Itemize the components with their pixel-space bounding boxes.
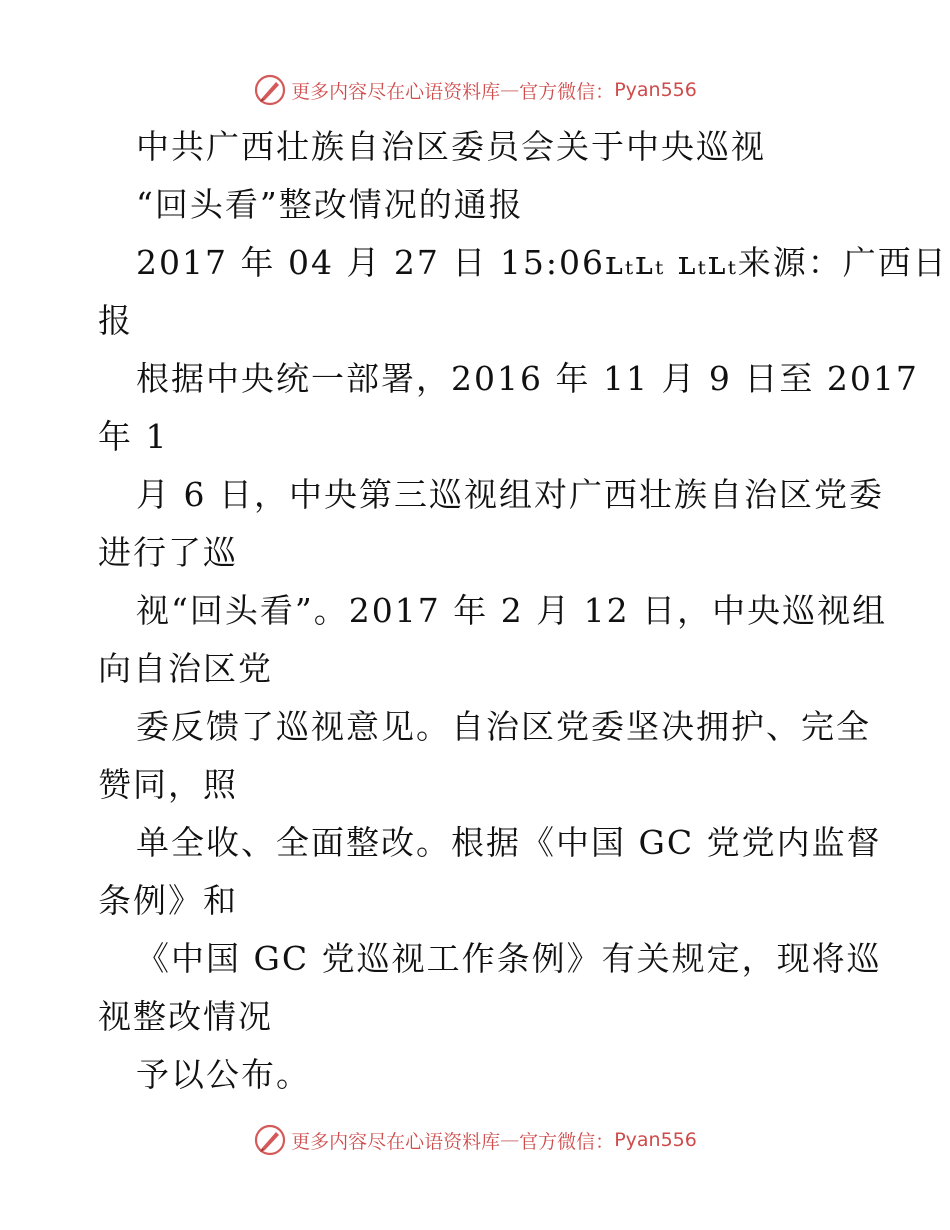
doc-line: 《中国 GC 党巡视工作条例》有关规定，现将巡	[136, 939, 882, 978]
doc-line: 单全收、全面整改。根据《中国 GC 党党内监督	[136, 823, 882, 862]
doc-line: 进行了巡	[98, 533, 238, 572]
doc-line: 报	[98, 301, 133, 340]
doc-line: 赞同，照	[98, 765, 238, 804]
doc-line: 年 1	[98, 417, 169, 456]
doc-line: 2017 年 04 月 27 日 15:06ʟₜʟₜ ʟₜʟₜ来源：广西日	[136, 243, 948, 282]
doc-line: 条例》和	[98, 881, 238, 920]
doc-line: 中共广西壮族自治区委员会关于中央巡视	[136, 127, 766, 166]
watermark-text: 更多内容尽在心语资料库	[291, 1130, 501, 1153]
doc-line: 月 6 日，中央第三巡视组对广西壮族自治区党委	[136, 475, 884, 514]
quill-pen-logo-icon	[253, 73, 287, 107]
watermark-handle: Pyan556	[614, 1129, 697, 1151]
watermark-separator: —	[500, 1129, 520, 1151]
doc-line: 根据中央统一部署，2016 年 11 月 9 日至 2017	[136, 359, 919, 398]
quill-pen-logo-icon	[253, 1123, 287, 1157]
watermark-official-label: 官方微信：	[519, 1130, 615, 1153]
watermark-handle: Pyan556	[614, 79, 697, 101]
watermark-official-label: 官方微信：	[519, 80, 615, 103]
doc-line: 委反馈了巡视意见。自治区党委坚决拥护、完全	[136, 707, 871, 746]
watermark-text: 更多内容尽在心语资料库	[291, 80, 501, 103]
watermark-separator: —	[500, 79, 520, 101]
doc-line: 予以公布。	[136, 1055, 311, 1094]
doc-line: “回头看”整改情况的通报	[136, 185, 524, 224]
doc-line: 向自治区党	[98, 649, 273, 688]
footer-watermark-banner	[0, 1120, 950, 1160]
doc-line: 视整改情况	[98, 997, 273, 1036]
document-body	[0, 118, 950, 1104]
doc-line: 视“回头看”。2017 年 2 月 12 日，中央巡视组	[136, 591, 888, 630]
header-watermark-banner	[0, 70, 950, 110]
